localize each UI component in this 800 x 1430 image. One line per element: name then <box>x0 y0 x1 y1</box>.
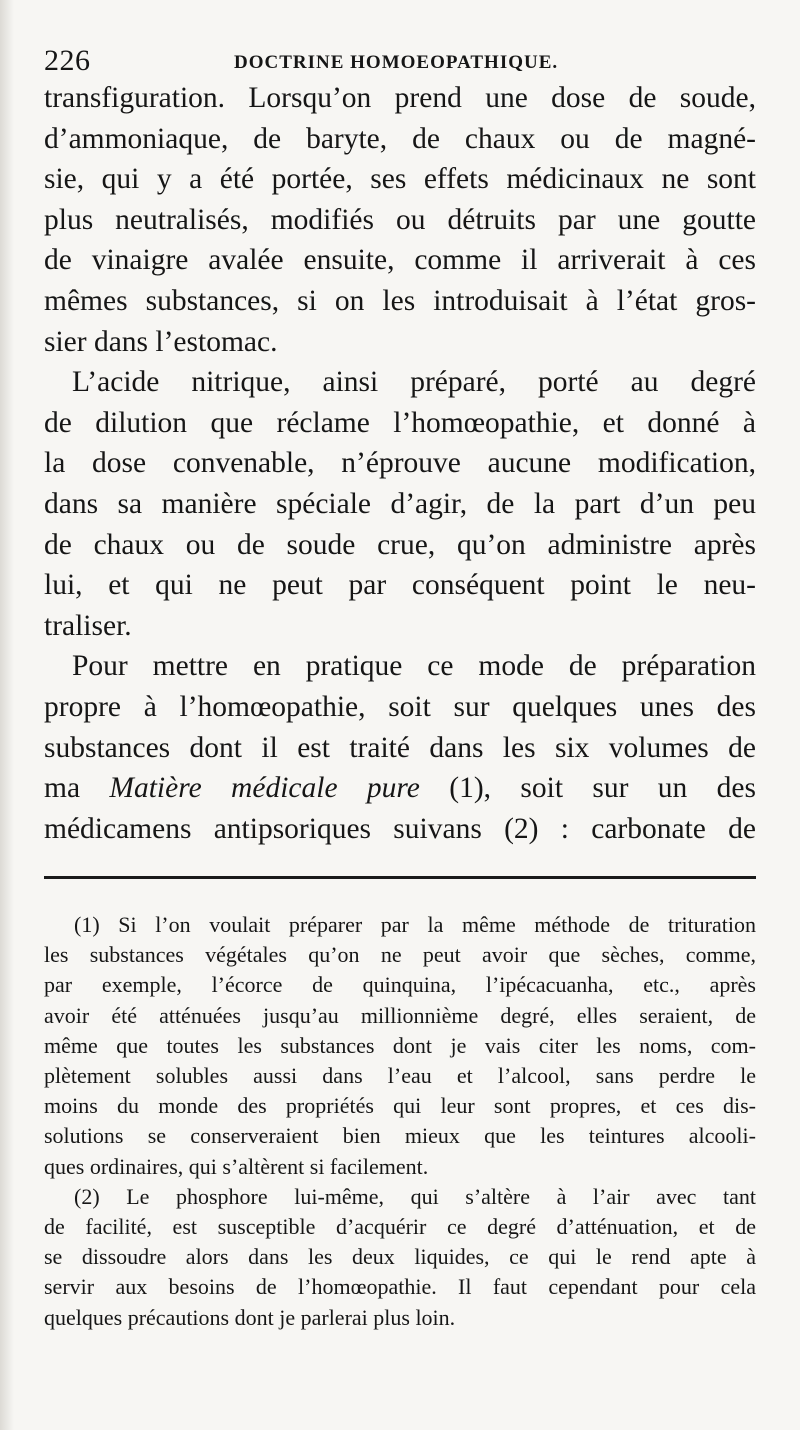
text-line: mêmes substances, si on les introduisait à l’état gros- <box>44 284 756 317</box>
paragraph-1 <box>44 78 756 362</box>
text-line: médicamens antipsoriques suivans (2) : carbonate de <box>44 812 756 845</box>
text-line: L’acide nitrique, ainsi préparé, porté au degré <box>72 366 756 399</box>
text-line <box>44 768 756 809</box>
footnote-line: (2) Le phosphore lui-même, qui s’altère à l’air avec tant <box>74 1183 756 1209</box>
footnote-line: de facilité, est susceptible d’acquérir ce degré d’atténuation, et de <box>44 1214 756 1240</box>
text-line: lui, et qui ne peut par conséquent point le neu- <box>44 569 756 602</box>
footnote-line: ques ordinaires, qui s’altèrent si facilement. <box>44 1153 429 1179</box>
running-head <box>44 44 764 80</box>
footnotes <box>44 910 756 1333</box>
main-text <box>44 78 756 849</box>
footnote-line: même que toutes les substances dont je vais citer les noms, com- <box>44 1032 756 1058</box>
footnote-line: (1) Si l’on voulait préparer par la même méthode de trituration <box>74 912 756 937</box>
text-line: la dose convenable, n’éprouve aucune modification, <box>44 447 756 480</box>
text-line: sie, qui y a été portée, ses effets médicinaux ne sont <box>44 163 756 196</box>
text-line: propre à l’homœopathie, soit sur quelques unes des <box>44 690 756 723</box>
footnote-line: se dissoudre alors dans les deux liquides, ce qui le rend apte à <box>44 1244 756 1270</box>
text-line: sier dans l’estomac. <box>44 325 278 358</box>
text-line: de dilution que réclame l’homœopathie, et donné à <box>44 406 756 439</box>
text-line: plus neutralisés, modifiés ou détruits par une goutte <box>44 203 756 236</box>
paragraph-2 <box>44 362 756 646</box>
text-fragment: ma <box>44 772 110 805</box>
footnote-line: servir aux besoins de l’homœopathie. Il faut cependant pour cela <box>44 1274 756 1300</box>
footnote-line: avoir été atténuées jusqu’au millionnième degré, elles seraient, de <box>44 1002 756 1028</box>
text-line: de vinaigre avalée ensuite, comme il arriverait à ces <box>44 244 756 277</box>
footnote-line: solutions se conserveraient bien mieux que les teintures alcooli- <box>44 1123 756 1149</box>
text-line: substances dont il est traité dans les six volumes de <box>44 731 756 764</box>
footnote-line: par exemple, l’écorce de quinquina, l’ipécacuanha, etc., après <box>44 972 756 998</box>
book-title-italic: Matière médicale pure <box>109 772 420 805</box>
text-line: dans sa manière spéciale d’agir, de la part d’un peu <box>44 487 756 520</box>
footnote-divider <box>44 876 756 879</box>
footnote-1 <box>44 910 756 1182</box>
text-line: traliser. <box>44 609 132 642</box>
text-line: de chaux ou de soude crue, qu’on administre après <box>44 528 756 561</box>
footnote-line: plètement solubles aussi dans l’eau et l’alcool, sans perdre le <box>44 1063 756 1089</box>
footnote-line: quelques précautions dont je parlerai plus loin. <box>44 1304 456 1330</box>
text-line: d’ammoniaque, de baryte, de chaux ou de magné- <box>44 122 756 155</box>
page-number: 226 <box>44 44 91 77</box>
footnote-2 <box>44 1182 756 1333</box>
footnote-line: moins du monde des propriétés qui leur sont propres, et ces dis- <box>44 1093 756 1119</box>
text-line: Pour mettre en pratique ce mode de préparation <box>72 650 756 683</box>
text-line: transfiguration. Lorsqu’on prend une dose de soude, <box>44 82 756 114</box>
footnote-line: les substances végétales qu’on ne peut avoir que sèches, comme, <box>44 942 756 968</box>
paragraph-3 <box>44 646 756 849</box>
page-gutter-shadow <box>0 0 14 1430</box>
text-fragment: (1), soit sur un des <box>419 772 756 805</box>
running-title: DOCTRINE HOMOEOPATHIQUE. <box>234 52 559 73</box>
